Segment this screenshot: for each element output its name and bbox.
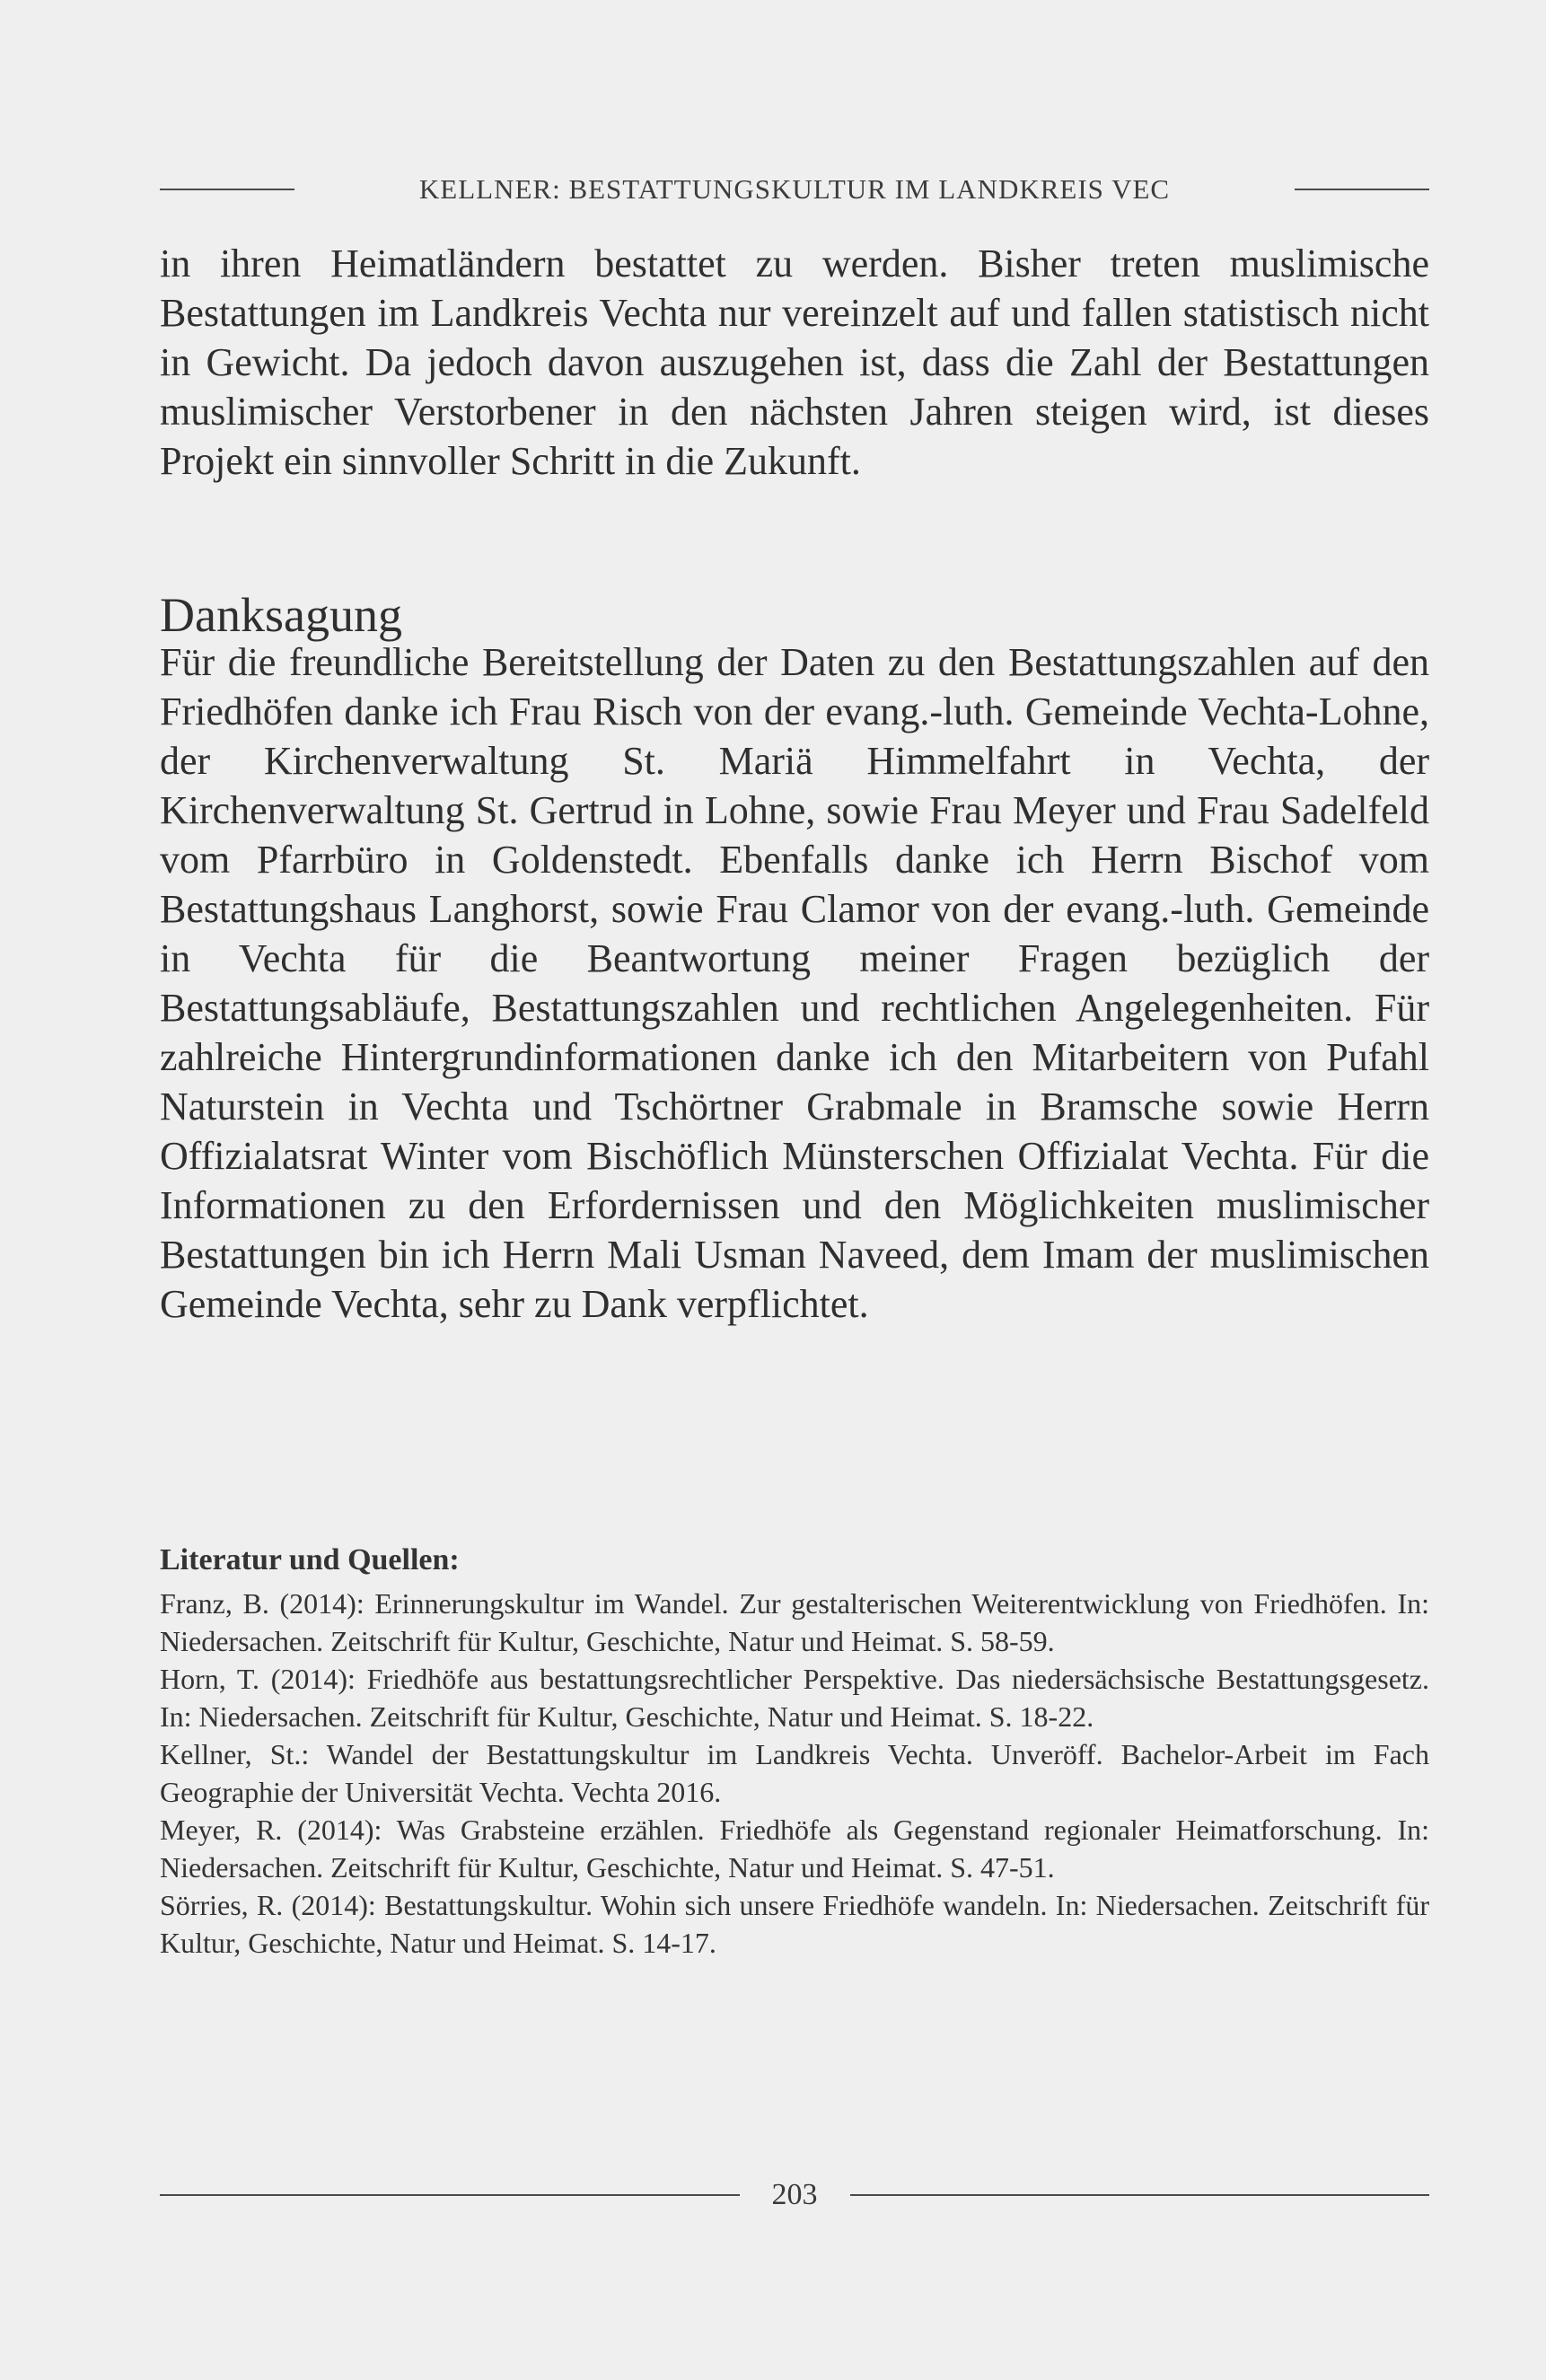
header-rule-right [1295, 189, 1429, 190]
reference-entry: Franz, B. (2014): Erinnerungskultur im Wandel. Zur gestalterischen Weiterentwicklung von Friedhöfen. In: Niedersachen. Zeitschrift für Kultur, Geschichte, Natur und Heimat. S. 58-59. [160, 1587, 1429, 1657]
reference-entry: Horn, T. (2014): Friedhöfe aus bestattungsrechtlicher Perspektive. Das niedersächsische Bestattungsgesetz. In: Niedersachen. Zeitschrift für Kultur, Geschichte, Natur und Heimat. S. 18-22. [160, 1663, 1429, 1733]
reference-entry: Kellner, St.: Wandel der Bestattungskultur im Landkreis Vechta. Unveröff. Bachelor-Arbeit im Fach Geographie der Universität Vechta. Vechta 2016. [160, 1738, 1429, 1808]
references-section [160, 1540, 1429, 1962]
references-title: Literatur und Quellen: [160, 1543, 460, 1576]
running-header [160, 167, 1429, 212]
running-title: KELLNER: BESTATTUNGSKULTUR IM LANDKREIS VEC [418, 173, 1171, 205]
page-footer [160, 2173, 1429, 2218]
acknowledgements-paragraph: Für die freundliche Bereitstellung der Daten zu den Bestattungszahlen auf den Friedhöfen danke ich Frau Risch von der evang.-luth. Gemeinde Vechta-Lohne, der Kirchenverwaltung St. Mariä Himmelfahrt in Vechta, der Kirchenverwaltung St. Gertrud in Lohne, sowie Frau Meyer und Frau Sadelfeld vom Pfarrbüro in Goldenstedt. Ebenfalls danke ich Herrn Bischof vom Bestattungshaus Langhorst, sowie Frau Clamor von der evang.-luth. Gemeinde in Vechta für die Beantwortung meiner Fragen bezüglich der Bestattungsabläufe, Bestattungszahlen und rechtlichen Angelegenheiten. Für zahlreiche Hintergrundinformationen danke ich den Mitarbeitern von Pufahl Naturstein in Vechta und Tschörtner Grabmale in Bramsche sowie Herrn Offizialatsrat Winter vom Bischöflich Münsterschen Offizialat Vechta. Für die Informationen zu den Erfordernissen und den Möglichkeiten muslimischer Bestattungen bin ich Herrn Mali Usman Naveed, dem Imam der muslimischen Gemeinde Vechta, sehr zu Dank verpflichtet. [160, 640, 1429, 1326]
header-rule-left [160, 189, 294, 190]
reference-entry: Meyer, R. (2014): Was Grabsteine erzählen. Friedhöfe als Gegenstand regionaler Heimatforschung. In: Niedersachen. Zeitschrift für Kultur, Geschichte, Natur und Heimat. S. 47-51. [160, 1814, 1429, 1884]
section-heading-danksagung: Danksagung [160, 588, 402, 642]
intro-paragraph: in ihren Heimatländern bestattet zu werden. Bisher treten muslimische Bestattungen im Landkreis Vechta nur vereinzelt auf und fallen statistisch nicht in Gewicht. Da jedoch davon auszugehen ist, dass die Zahl der Bestattungen muslimischer Verstorbener in den nächsten Jahren steigen wird, ist dieses Projekt ein sinnvoller Schritt in die Zukunft. [160, 242, 1429, 483]
page-number: 203 [771, 2178, 818, 2211]
footer-rule-left [160, 2194, 740, 2196]
footer-rule-right [850, 2194, 1430, 2196]
reference-entry: Sörries, R. (2014): Bestattungskultur. Wohin sich unsere Friedhöfe wandeln. In: Niedersachen. Zeitschrift für Kultur, Geschichte, Natur und Heimat. S. 14-17. [160, 1889, 1429, 1959]
